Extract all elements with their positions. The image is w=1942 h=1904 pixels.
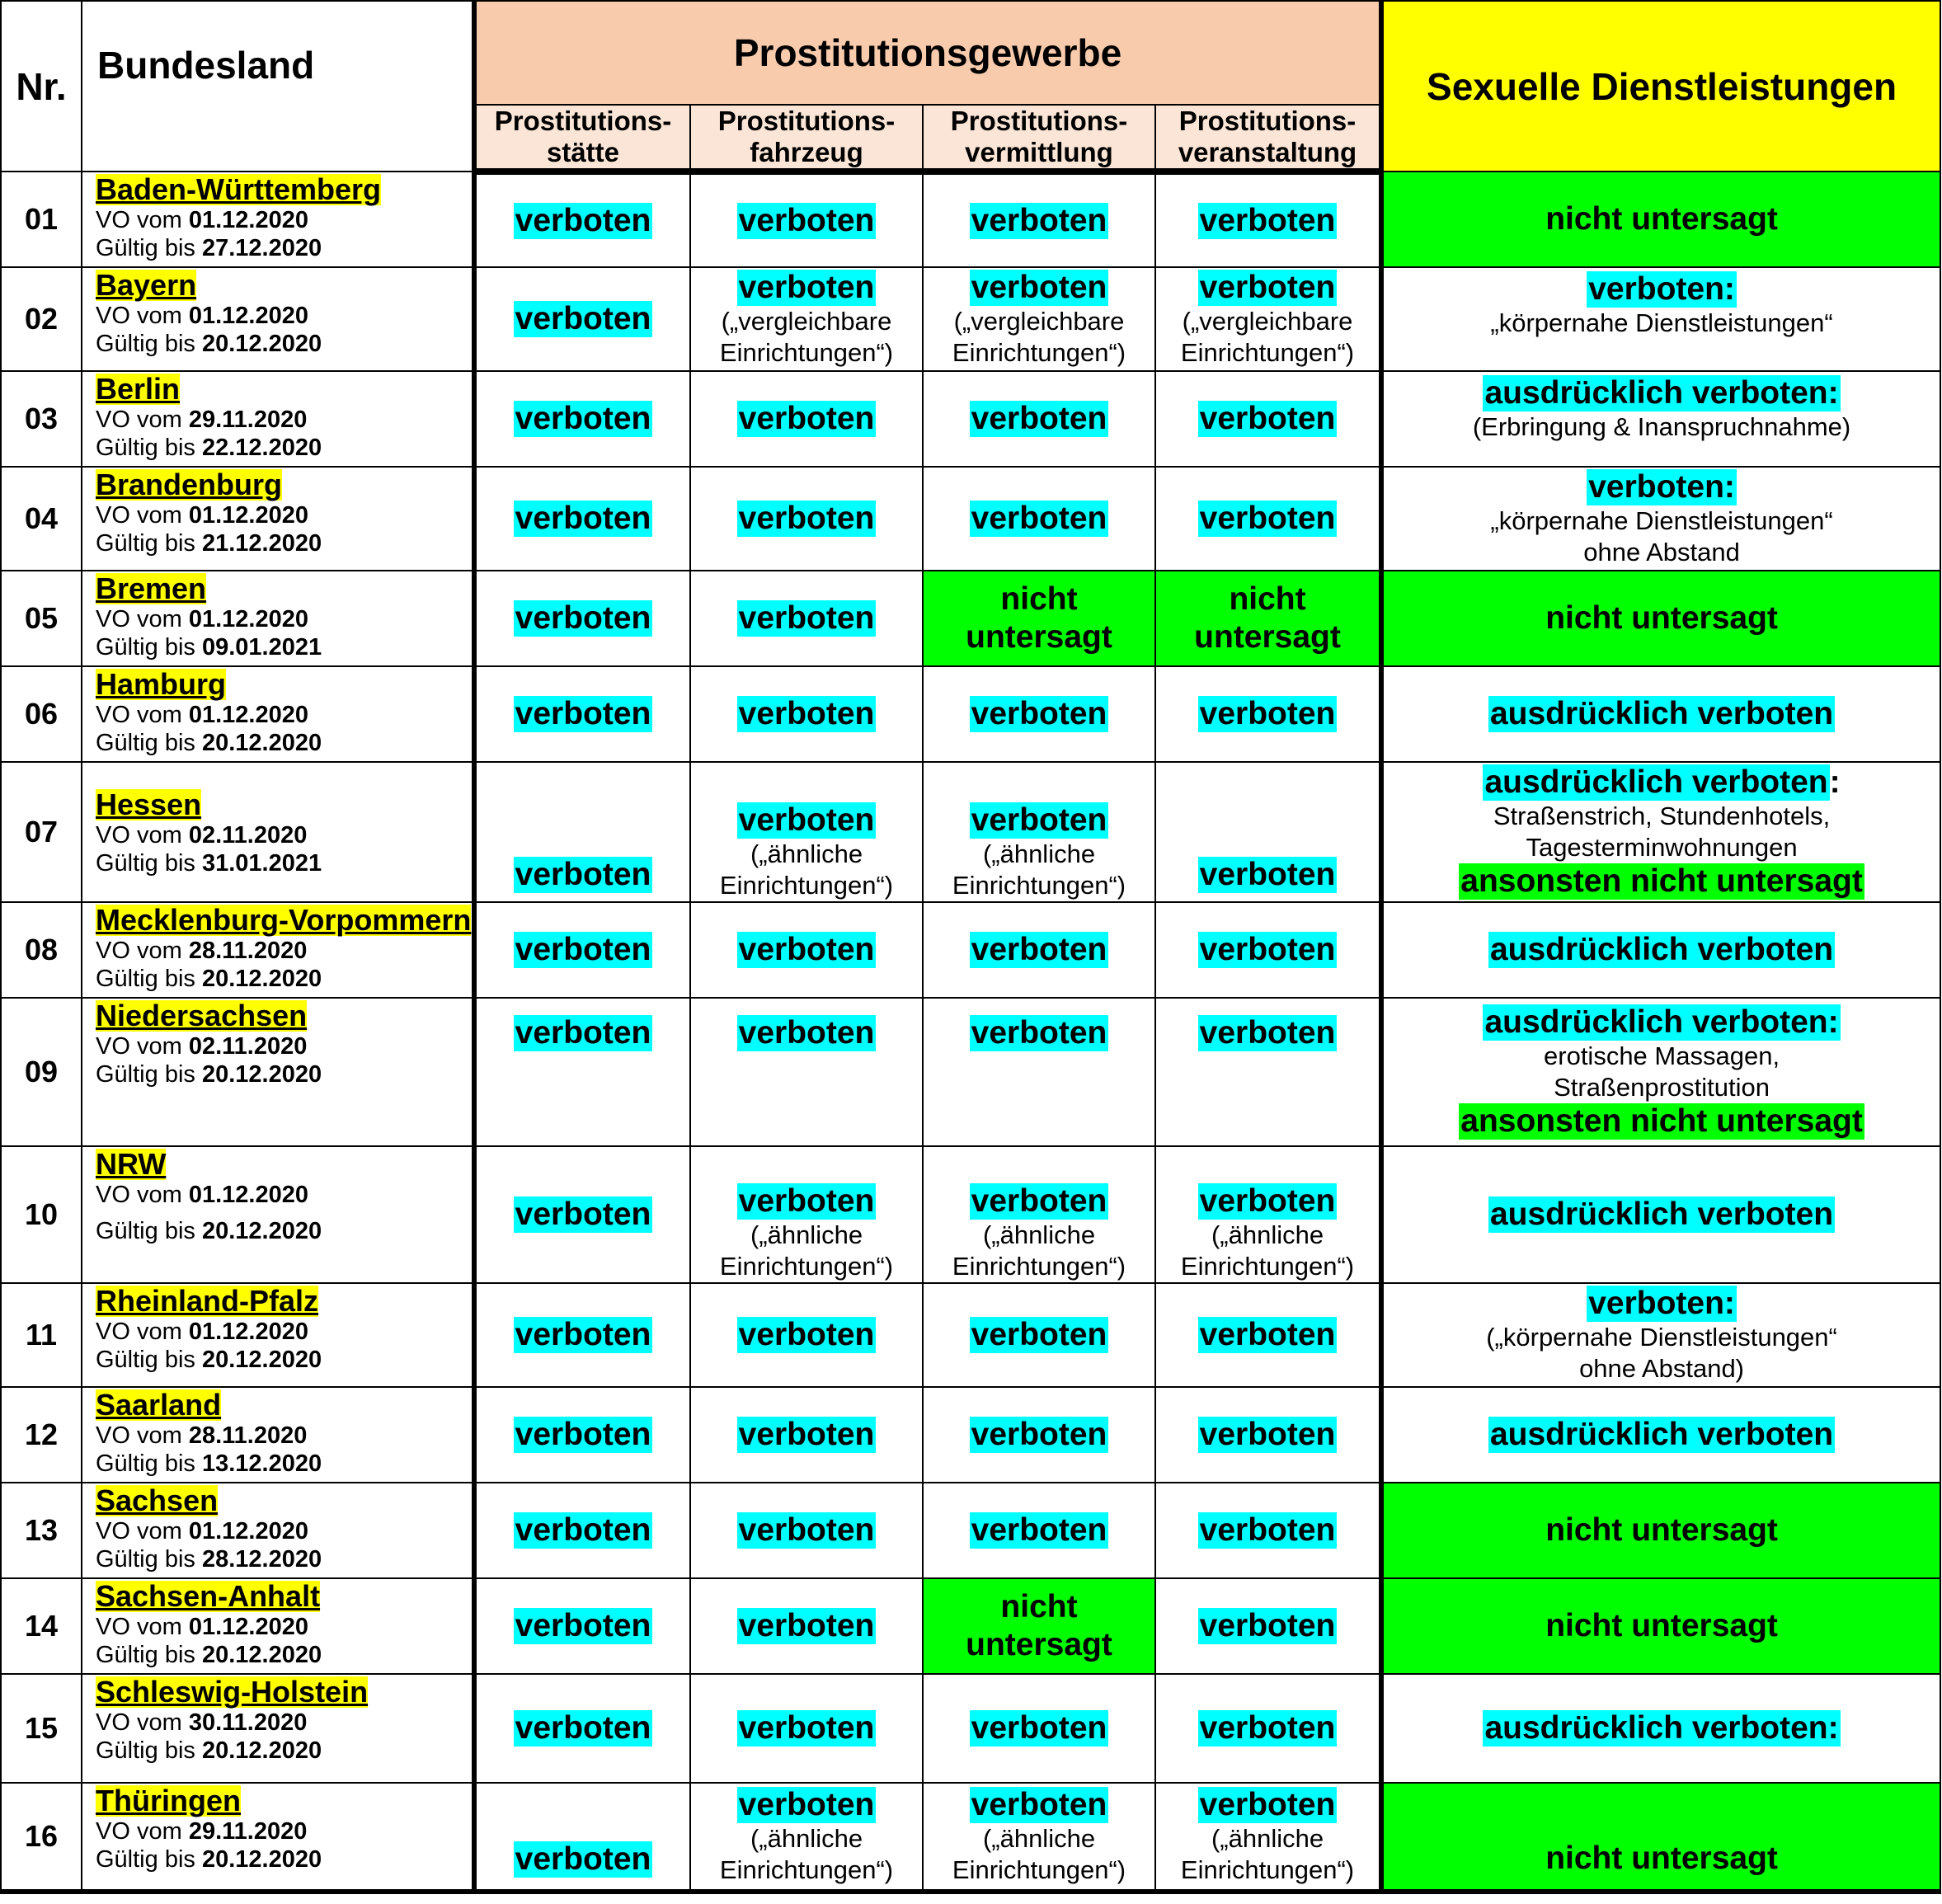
bundesland-name: Sachsen-Anhalt <box>96 1579 321 1613</box>
status-verboten: verboten <box>1199 1512 1336 1548</box>
status-verboten: verboten <box>738 1417 875 1452</box>
status-verboten: verboten <box>1199 1317 1336 1352</box>
bundesland-name: Schleswig-Holstein <box>96 1675 369 1709</box>
bundesland-name: Sachsen <box>96 1483 219 1517</box>
status-verboten: verboten <box>1199 1787 1336 1822</box>
bundesland-name: Brandenburg <box>96 468 283 501</box>
sexual-services-cell: nicht untersagt <box>1381 1578 1940 1674</box>
bundesland-name: Hamburg <box>96 667 227 701</box>
table-row <box>1 1674 1940 1783</box>
row-nr: 13 <box>1 1483 82 1578</box>
status-verboten: verboten <box>738 202 875 238</box>
sexual-services-cell: ausdrücklich verboten: Straßenstrich, Stundenhotels, Tagesterminwohnungen ansonsten nicht untersagt <box>1381 762 1940 902</box>
bundesland-name: Berlin <box>96 372 181 406</box>
table-row <box>1 666 1940 762</box>
table-row: 02 Bayern VO vom 01.12.2020 Gültig bis 20.12.2020 verboten verboten („vergleichbare Einrichtungen“) verboten („vergleichbare Einrichtungen“) verboten („vergleichbare Einrichtungen“) verboten: „körpernahe Dienstleistungen“ <box>1 267 1940 371</box>
bundesland-cell: Saarland VO vom 28.11.2020 Gültig bis 13.12.2020 <box>82 1387 474 1483</box>
status-verboten: verboten <box>971 1183 1107 1219</box>
status-verboten: verboten <box>515 202 651 238</box>
status-verboten: verboten <box>515 600 651 636</box>
sexual-services-cell: ausdrücklich verboten: <box>1381 1674 1940 1783</box>
header-prostitutionsgewerbe: Prostitutionsgewerbe <box>474 1 1381 105</box>
bundesland-cell: Niedersachsen VO vom 02.11.2020 Gültig bis 20.12.2020 <box>82 998 474 1146</box>
bundesland-name: Mecklenburg-Vorpommern <box>96 903 472 937</box>
sexual-services-cell: ausdrücklich verboten <box>1381 902 1940 998</box>
status-verboten: verboten <box>738 802 875 838</box>
status-verboten: verboten <box>738 1183 875 1219</box>
sexual-services-cell: verboten: „körpernahe Dienstleistungen“ ohne Abstand <box>1381 467 1940 571</box>
sexual-services-cell: ausdrücklich verboten: erotische Massagen, Straßenprostitution ansonsten nicht untersagt <box>1381 998 1940 1146</box>
status-verboten: verboten <box>971 1512 1107 1548</box>
header-staette: Prostitutions- stätte <box>474 105 690 172</box>
status-verboten: verboten <box>1199 401 1336 436</box>
sexual-services-cell: verboten: („körpernahe Dienstleistungen“ ohne Abstand) <box>1381 1283 1940 1387</box>
table-row <box>1 998 1940 1146</box>
sexual-services-cell: verboten: „körpernahe Dienstleistungen“ <box>1381 267 1940 371</box>
status-verboten: verboten <box>971 501 1107 536</box>
status-verboten: verboten <box>738 401 875 436</box>
table-row <box>1 1387 1940 1483</box>
status-verboten: verboten <box>515 696 651 731</box>
status-verboten: verboten <box>515 1608 651 1643</box>
status-verboten: verboten <box>738 1512 875 1548</box>
status-verboten: verboten <box>738 1015 875 1051</box>
bundesland-cell: Sachsen-Anhalt VO vom 01.12.2020 Gültig bis 20.12.2020 <box>82 1578 474 1674</box>
bundesland-name: NRW <box>96 1147 167 1181</box>
bundesland-cell: Schleswig-Holstein VO vom 30.11.2020 Gültig bis 20.12.2020 <box>82 1674 474 1783</box>
row-nr: 09 <box>1 998 82 1146</box>
status-verboten: verboten <box>515 301 651 336</box>
bundesland-cell: Brandenburg VO vom 01.12.2020 Gültig bis 21.12.2020 <box>82 467 474 571</box>
table-row: 10 NRW VO vom 01.12.2020 Gültig bis 20.12.2020 verboten verboten („ähnliche Einrichtungen“) verboten („ähnliche Einrichtungen“) verboten („ähnliche Einrichtungen“) ausdrücklich verboten <box>1 1146 1940 1283</box>
sexual-services-cell: ausdrücklich verboten <box>1381 666 1940 762</box>
table-row: 07 Hessen VO vom 02.11.2020 Gültig bis 31.01.2021 verboten verboten („ähnliche Einrichtungen“) verboten („ähnliche Einrichtungen“) verboten ausdrücklich verboten: Straßenstrich, Stundenhotels, Tagesterminwohnungen ansonsten nicht untersagt <box>1 762 1940 902</box>
status-verboten: verboten <box>971 270 1107 305</box>
status-verboten: verboten <box>515 501 651 536</box>
row-nr: 08 <box>1 902 82 998</box>
row-nr: 07 <box>1 762 82 902</box>
table-row <box>1 902 1940 998</box>
status-verboten: verboten <box>1199 1710 1336 1746</box>
status-nicht-untersagt: nicht untersagt <box>923 1578 1155 1674</box>
sexual-services-cell: ausdrücklich verboten <box>1381 1387 1940 1483</box>
row-nr: 01 <box>1 172 82 267</box>
status-verboten: verboten <box>1199 857 1336 892</box>
status-verboten: verboten <box>738 270 875 305</box>
row-nr: 16 <box>1 1783 82 1892</box>
table-row: 16 Thüringen VO vom 29.11.2020 Gültig bis 20.12.2020 verboten verboten („ähnliche Einrichtungen“) verboten („ähnliche Einrichtungen“) verboten („ähnliche Einrichtungen“) nicht untersagt <box>1 1783 1940 1892</box>
header-row-top <box>1 1 1940 105</box>
header-fahrzeug: Prostitutions- fahrzeug <box>690 105 923 172</box>
bundesland-cell: Baden-Württemberg VO vom 01.12.2020 Gültig bis 27.12.2020 <box>82 172 474 267</box>
status-verboten: verboten <box>971 1015 1107 1051</box>
row-nr: 15 <box>1 1674 82 1783</box>
header-sexuelle-dienstleistungen: Sexuelle Dienstleistungen <box>1381 1 1940 172</box>
row-nr: 06 <box>1 666 82 762</box>
status-verboten: verboten <box>971 1317 1107 1352</box>
sexual-services-cell: nicht untersagt <box>1381 1783 1940 1892</box>
status-verboten: verboten <box>971 802 1107 838</box>
status-verboten: verboten <box>1199 1183 1336 1219</box>
bundesland-name: Baden-Württemberg <box>96 172 382 206</box>
sexual-services-cell: ausdrücklich verboten: (Erbringung & Inanspruchnahme) <box>1381 371 1940 467</box>
header-veranstaltung: Prostitutions- veranstaltung <box>1155 105 1381 172</box>
status-verboten: verboten <box>738 1608 875 1643</box>
status-verboten: verboten <box>971 1710 1107 1746</box>
row-nr: 04 <box>1 467 82 571</box>
bundesland-name: Thüringen <box>96 1784 241 1817</box>
status-verboten: verboten <box>1199 1015 1336 1051</box>
status-verboten: verboten <box>971 932 1107 967</box>
row-nr: 12 <box>1 1387 82 1483</box>
bundesland-cell: Berlin VO vom 29.11.2020 Gültig bis 22.12.2020 <box>82 371 474 467</box>
status-verboten: verboten <box>515 1710 651 1746</box>
bundesland-cell: Bremen VO vom 01.12.2020 Gültig bis 09.01.2021 <box>82 571 474 666</box>
bundesland-name: Bayern <box>96 268 197 302</box>
header-bundesland: Bundesland <box>82 1 474 172</box>
table-row <box>1 172 1940 267</box>
bundesland-cell: Bayern VO vom 01.12.2020 Gültig bis 20.12.2020 <box>82 267 474 371</box>
header-nr: Nr. <box>1 1 82 172</box>
status-verboten: verboten <box>1199 1417 1336 1452</box>
status-verboten: verboten <box>515 401 651 436</box>
status-verboten: verboten <box>971 202 1107 238</box>
row-nr: 03 <box>1 371 82 467</box>
bundesland-name: Bremen <box>96 571 207 605</box>
status-verboten: verboten <box>738 1787 875 1822</box>
bundesland-cell: Hamburg VO vom 01.12.2020 Gültig bis 20.12.2020 <box>82 666 474 762</box>
table-row <box>1 1578 1940 1674</box>
status-verboten: verboten <box>515 1015 651 1051</box>
sexual-services-cell: nicht untersagt <box>1381 1483 1940 1578</box>
status-verboten: verboten <box>1199 270 1336 305</box>
row-nr: 02 <box>1 267 82 371</box>
sexual-services-cell: ausdrücklich verboten <box>1381 1146 1940 1283</box>
status-verboten: verboten <box>515 932 651 967</box>
status-verboten: verboten <box>1199 501 1336 536</box>
status-verboten: verboten <box>738 1710 875 1746</box>
bundesland-cell: Mecklenburg-Vorpommern VO vom 28.11.2020 Gültig bis 20.12.2020 <box>82 902 474 998</box>
row-nr: 10 <box>1 1146 82 1283</box>
status-verboten: verboten <box>515 1196 651 1232</box>
table-row <box>1 371 1940 467</box>
status-verboten: verboten <box>1199 696 1336 731</box>
header-vermittlung: Prostitutions- vermittlung <box>923 105 1155 172</box>
status-verboten: verboten <box>1199 932 1336 967</box>
bundesland-cell: NRW VO vom 01.12.2020 Gültig bis 20.12.2020 <box>82 1146 474 1283</box>
status-verboten: verboten <box>738 600 875 636</box>
row-nr: 14 <box>1 1578 82 1674</box>
status-verboten: verboten <box>971 1417 1107 1452</box>
status-verboten: verboten <box>1199 202 1336 238</box>
sexual-services-cell: nicht untersagt <box>1381 172 1940 267</box>
status-verboten: verboten <box>971 696 1107 731</box>
status-nicht-untersagt: nicht untersagt <box>1155 571 1381 666</box>
status-verboten: verboten <box>515 1317 651 1352</box>
status-verboten: verboten <box>515 1841 651 1877</box>
row-nr: 05 <box>1 571 82 666</box>
bundesland-name: Saarland <box>96 1388 222 1422</box>
table-row <box>1 571 1940 666</box>
status-verboten: verboten <box>515 1512 651 1548</box>
bundesland-cell: Sachsen VO vom 01.12.2020 Gültig bis 28.12.2020 <box>82 1483 474 1578</box>
row-nr: 11 <box>1 1283 82 1387</box>
status-verboten: verboten <box>1199 1608 1336 1643</box>
sexual-services-cell: nicht untersagt <box>1381 571 1940 666</box>
status-verboten: verboten <box>738 696 875 731</box>
status-verboten: verboten <box>515 1417 651 1452</box>
table-row <box>1 1483 1940 1578</box>
status-verboten: verboten <box>971 1787 1107 1822</box>
status-verboten: verboten <box>738 932 875 967</box>
bundesland-cell: Hessen VO vom 02.11.2020 Gültig bis 31.01.2021 <box>82 762 474 902</box>
status-nicht-untersagt: nicht untersagt <box>923 571 1155 666</box>
status-verboten: verboten <box>738 501 875 536</box>
status-verboten: verboten <box>738 1317 875 1352</box>
bundesland-cell: Thüringen VO vom 29.11.2020 Gültig bis 20.12.2020 <box>82 1783 474 1892</box>
table-row <box>1 467 1940 571</box>
bundesland-name: Niedersachsen <box>96 999 308 1032</box>
bundesland-cell: Rheinland-Pfalz VO vom 01.12.2020 Gültig bis 20.12.2020 <box>82 1283 474 1387</box>
status-verboten: verboten <box>971 401 1107 436</box>
bundesland-name: Rheinland-Pfalz <box>96 1284 319 1318</box>
bundesland-name: Hessen <box>96 787 202 821</box>
status-verboten: verboten <box>515 857 651 892</box>
table-row <box>1 1283 1940 1387</box>
